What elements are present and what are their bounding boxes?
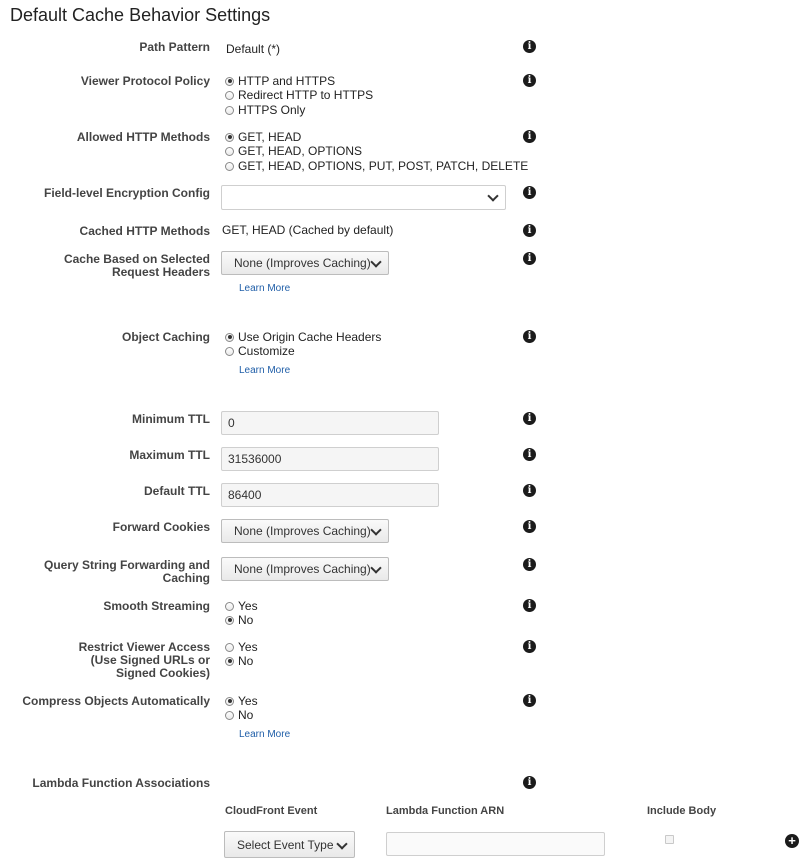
radio-compress-no[interactable]	[225, 708, 253, 722]
radio-button[interactable]	[225, 657, 234, 666]
radio-button[interactable]	[225, 697, 234, 706]
field-level-encryption-label: Field-level Encryption Config	[43, 186, 210, 200]
info-icon[interactable]: i	[523, 640, 536, 653]
radio-button[interactable]	[225, 616, 234, 625]
path-pattern-value: Default (*)	[226, 42, 281, 56]
radio-get-head-options[interactable]	[225, 144, 362, 158]
page-title: Default Cache Behavior Settings	[10, 5, 271, 25]
restrict-viewer-access-label	[79, 641, 210, 680]
radio-button[interactable]	[225, 133, 234, 142]
label-line: (Use Signed URLs or	[90, 653, 210, 667]
radio-label: No	[238, 708, 254, 722]
include-body-checkbox[interactable]	[665, 835, 674, 844]
chevron-down-icon	[370, 524, 381, 535]
info-icon[interactable]: i	[523, 558, 536, 571]
info-icon[interactable]: i	[523, 448, 536, 461]
radio-compress-yes[interactable]	[225, 694, 258, 708]
maximum-ttl-input[interactable]: 31536000	[221, 447, 439, 471]
info-icon[interactable]: i	[523, 330, 536, 343]
info-icon[interactable]: i	[523, 40, 536, 53]
radio-label: No	[238, 654, 254, 668]
default-ttl-input[interactable]: 86400	[221, 483, 439, 507]
forward-cookies-label: Forward Cookies	[112, 520, 210, 534]
info-icon[interactable]: i	[523, 484, 536, 497]
radio-button[interactable]	[225, 91, 234, 100]
radio-label: HTTPS Only	[238, 103, 306, 117]
radio-smooth-streaming-yes[interactable]	[225, 599, 258, 613]
radio-redirect-http-to-https[interactable]	[225, 88, 373, 102]
radio-button[interactable]	[225, 77, 234, 86]
radio-label: Customize	[238, 344, 295, 358]
viewer-protocol-policy-label: Viewer Protocol Policy	[80, 74, 210, 88]
learn-more-link[interactable]: Learn More	[239, 729, 291, 740]
lambda-arn-input[interactable]	[386, 832, 605, 856]
info-icon[interactable]: i	[523, 252, 536, 265]
radio-label: No	[238, 613, 254, 627]
lambda-associations-label: Lambda Function Associations	[32, 776, 210, 790]
chevron-down-icon	[487, 190, 498, 201]
label-line: Signed Cookies)	[115, 666, 210, 680]
query-string-forwarding-label	[44, 559, 210, 585]
info-icon[interactable]: i	[523, 224, 536, 237]
chevron-down-icon	[336, 838, 347, 849]
radio-https-only[interactable]	[225, 103, 305, 117]
path-pattern-label: Path Pattern	[139, 40, 210, 54]
radio-button[interactable]	[225, 333, 234, 342]
radio-use-origin-cache-headers[interactable]	[225, 330, 381, 344]
radio-all-methods[interactable]	[225, 159, 528, 173]
radio-label: Use Origin Cache Headers	[238, 330, 382, 344]
info-icon[interactable]: i	[523, 186, 536, 199]
radio-label: GET, HEAD, OPTIONS, PUT, POST, PATCH, DELETE	[238, 159, 529, 173]
label-line: Caching	[162, 571, 210, 585]
radio-label: Yes	[238, 694, 258, 708]
allowed-http-methods-label: Allowed HTTP Methods	[76, 130, 210, 144]
forward-cookies-dropdown[interactable]	[221, 519, 389, 543]
column-header-lambda-arn: Lambda Function ARN	[386, 805, 505, 817]
event-type-dropdown[interactable]	[224, 831, 355, 858]
radio-label: Yes	[238, 599, 258, 613]
label-line: Cache Based on Selected	[63, 252, 210, 266]
compress-objects-label: Compress Objects Automatically	[22, 694, 210, 708]
dropdown-value: Select Event Type	[237, 837, 334, 852]
info-icon[interactable]: i	[523, 130, 536, 143]
radio-http-and-https[interactable]	[225, 74, 335, 88]
radio-button[interactable]	[225, 162, 234, 171]
radio-label: Yes	[238, 640, 258, 654]
cached-http-methods-value: GET, HEAD (Cached by default)	[222, 223, 394, 237]
label-line: Query String Forwarding and	[43, 558, 210, 572]
radio-label: GET, HEAD	[238, 130, 302, 144]
query-string-forwarding-dropdown[interactable]	[221, 557, 389, 581]
radio-button[interactable]	[225, 106, 234, 115]
info-icon[interactable]: i	[523, 520, 536, 533]
learn-more-link[interactable]: Learn More	[239, 283, 291, 294]
label-line: Request Headers	[111, 265, 210, 279]
dropdown-value: None (Improves Caching)	[234, 562, 371, 576]
cache-based-on-headers-label	[64, 253, 210, 279]
radio-button[interactable]	[225, 602, 234, 611]
column-header-cloudfront-event: CloudFront Event	[225, 805, 318, 817]
radio-restrict-viewer-no[interactable]	[225, 654, 253, 668]
maximum-ttl-label: Maximum TTL	[129, 448, 210, 462]
radio-button[interactable]	[225, 711, 234, 720]
info-icon[interactable]: i	[523, 694, 536, 707]
radio-smooth-streaming-no[interactable]	[225, 613, 253, 627]
field-level-encryption-select[interactable]	[221, 185, 506, 210]
radio-restrict-viewer-yes[interactable]	[225, 640, 258, 654]
radio-label: GET, HEAD, OPTIONS	[238, 144, 363, 158]
label-line: Restrict Viewer Access	[78, 640, 210, 654]
column-header-include-body: Include Body	[647, 805, 717, 817]
info-icon[interactable]: i	[523, 74, 536, 87]
learn-more-link[interactable]: Learn More	[239, 365, 291, 376]
radio-button[interactable]	[225, 643, 234, 652]
smooth-streaming-label: Smooth Streaming	[103, 599, 210, 613]
radio-customize[interactable]	[225, 344, 295, 358]
radio-button[interactable]	[225, 347, 234, 356]
radio-get-head[interactable]	[225, 130, 301, 144]
cache-based-on-headers-dropdown[interactable]	[221, 251, 389, 275]
radio-button[interactable]	[225, 147, 234, 156]
radio-label: HTTP and HTTPS	[238, 74, 336, 88]
info-icon[interactable]: i	[523, 599, 536, 612]
minimum-ttl-input[interactable]: 0	[221, 411, 439, 435]
default-ttl-label: Default TTL	[144, 484, 210, 498]
info-icon[interactable]: i	[523, 776, 536, 789]
cached-http-methods-label: Cached HTTP Methods	[79, 224, 210, 238]
chevron-down-icon	[370, 256, 381, 267]
dropdown-value: None (Improves Caching)	[234, 256, 371, 270]
minimum-ttl-label: Minimum TTL	[132, 412, 210, 426]
info-icon[interactable]: i	[523, 412, 536, 425]
object-caching-label: Object Caching	[121, 330, 210, 344]
radio-label: Redirect HTTP to HTTPS	[238, 88, 374, 102]
chevron-down-icon	[370, 562, 381, 573]
dropdown-value: None (Improves Caching)	[234, 524, 371, 538]
plus-icon[interactable]: +	[785, 834, 799, 848]
